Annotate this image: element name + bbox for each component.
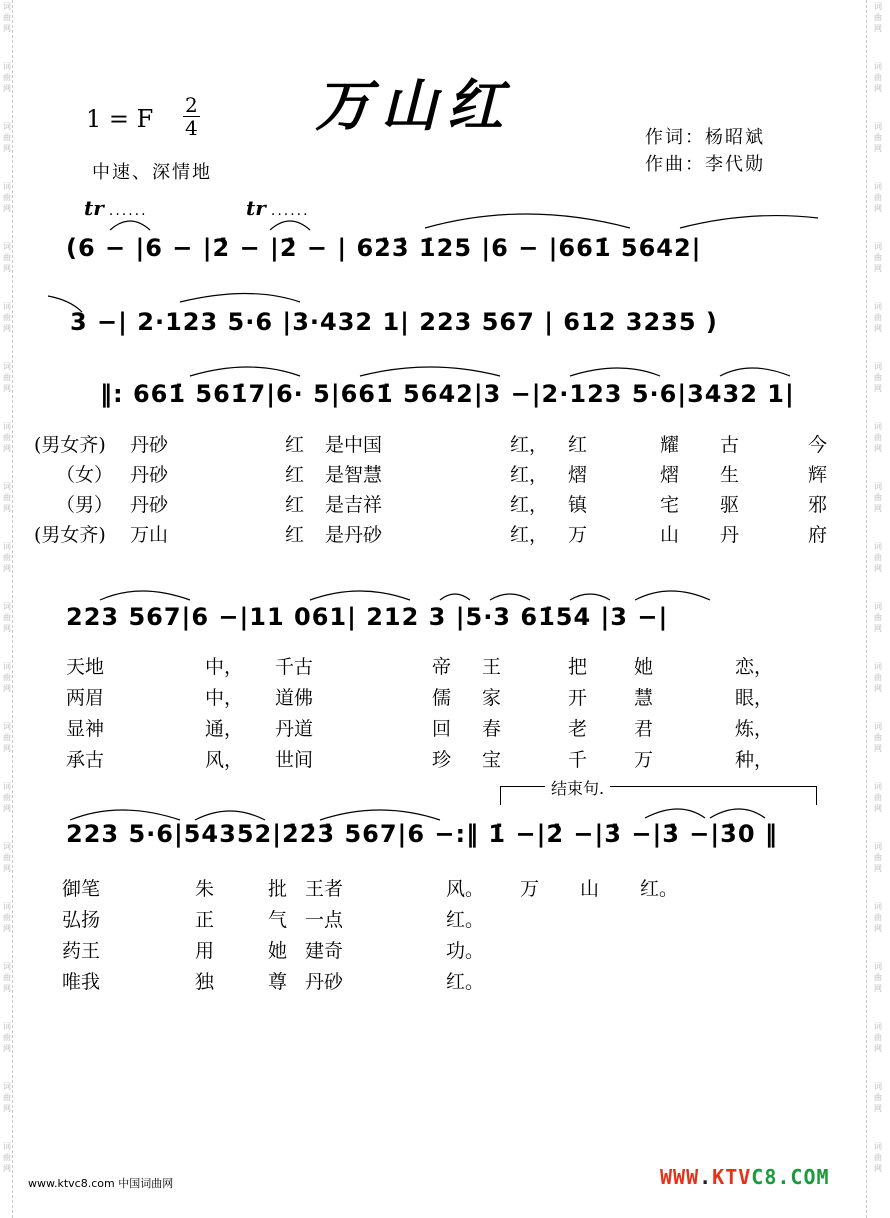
watermark-glyph: 词 <box>3 122 11 131</box>
watermark-glyph: 词 <box>874 962 882 971</box>
watermark-glyph: 网 <box>3 84 11 93</box>
watermark-glyph: 词 <box>874 362 882 371</box>
watermark-glyph: 曲 <box>874 553 882 562</box>
watermark-glyph: 网 <box>3 264 11 273</box>
watermark-glyph: 词 <box>874 1142 882 1151</box>
watermark-glyph: 词 <box>874 902 882 911</box>
watermark-glyph: 网 <box>874 624 882 633</box>
watermark-glyph: 曲 <box>874 433 882 442</box>
watermark-glyph: 词 <box>874 842 882 851</box>
staff-line-4: 223 567|6 −|11 061| 212 3 |5·3 61̇54 |3 −| <box>66 603 669 631</box>
staff-line-3: ‖: 661̇ 561̇7|6· 5|661̇ 5642|3 −|2·123 5·6|3432 1| <box>100 380 795 408</box>
watermark-glyph: 网 <box>874 1164 882 1173</box>
watermark-glyph: 网 <box>874 384 882 393</box>
watermark-glyph: 词 <box>3 962 11 971</box>
trill-mark-1: tr ...... <box>84 196 148 220</box>
watermark-glyph: 网 <box>874 24 882 33</box>
lyricist-credit: 作词：杨昭斌 <box>645 127 765 148</box>
watermark-glyph: 网 <box>3 444 11 453</box>
watermark-glyph: 网 <box>3 24 11 33</box>
staff-line-5: 223 5·6|54352|2̇2̇3̇ 567|6 −:‖ 1̇ −|2̇ −|3̇ −|3̇ −|3̇0 ‖ <box>66 820 778 848</box>
watermark-glyph: 词 <box>874 182 882 191</box>
watermark-glyph: 曲 <box>3 1033 11 1042</box>
watermark-glyph: 曲 <box>874 373 882 382</box>
watermark-glyph: 曲 <box>3 133 11 142</box>
watermark-glyph: 网 <box>874 744 882 753</box>
staff-line-2: 3 −| 2·123 5·6 |3·432 1| 223 567 | 612 3235 ) <box>70 308 718 336</box>
watermark-glyph: 曲 <box>3 913 11 922</box>
watermark-glyph: 曲 <box>874 493 882 502</box>
watermark-glyph: 曲 <box>3 853 11 862</box>
site-logo[interactable]: WWW.KTVC8.COM <box>660 1165 830 1189</box>
watermark-glyph: 网 <box>874 144 882 153</box>
watermark-glyph: 曲 <box>3 1093 11 1102</box>
watermark-glyph: 网 <box>874 324 882 333</box>
watermark-glyph: 网 <box>3 144 11 153</box>
watermark-glyph: 曲 <box>874 1093 882 1102</box>
watermark-glyph: 网 <box>3 324 11 333</box>
watermark-glyph: 词 <box>874 1082 882 1091</box>
watermark-glyph: 词 <box>3 1142 11 1151</box>
watermark-glyph: 曲 <box>874 13 882 22</box>
watermark-glyph: 词 <box>3 422 11 431</box>
watermark-glyph: 词 <box>3 1022 11 1031</box>
meter-bottom: 4 <box>185 116 198 140</box>
watermark-glyph: 曲 <box>874 313 882 322</box>
watermark-glyph: 词 <box>874 242 882 251</box>
watermark-glyph: 曲 <box>3 673 11 682</box>
watermark-glyph: 网 <box>3 204 11 213</box>
watermark-glyph: 词 <box>874 422 882 431</box>
watermark-glyph: 词 <box>3 482 11 491</box>
watermark-glyph: 曲 <box>874 913 882 922</box>
watermark-glyph: 网 <box>3 684 11 693</box>
watermark-glyph: 曲 <box>3 373 11 382</box>
watermark-glyph: 词 <box>874 482 882 491</box>
meter-top: 2 <box>185 93 198 117</box>
watermark-glyph: 网 <box>874 504 882 513</box>
watermark-glyph: 曲 <box>874 1153 882 1162</box>
watermark-glyph: 词 <box>874 122 882 131</box>
watermark-glyph: 曲 <box>874 253 882 262</box>
watermark-glyph: 词 <box>3 842 11 851</box>
watermark-glyph: 曲 <box>3 13 11 22</box>
song-title: 万山红 <box>315 73 513 139</box>
watermark-glyph: 网 <box>874 1104 882 1113</box>
watermark-glyph: 词 <box>874 2 882 11</box>
watermark-glyph: 网 <box>3 804 11 813</box>
watermark-glyph: 曲 <box>874 133 882 142</box>
watermark-glyph: 词 <box>874 302 882 311</box>
watermark-glyph: 曲 <box>874 973 882 982</box>
watermark-glyph: 曲 <box>3 613 11 622</box>
watermark-glyph: 曲 <box>874 1033 882 1042</box>
watermark-glyph: 词 <box>3 542 11 551</box>
watermark-glyph: 曲 <box>874 793 882 802</box>
watermark-glyph: 网 <box>3 864 11 873</box>
watermark-glyph: 词 <box>3 902 11 911</box>
watermark-glyph: 网 <box>874 264 882 273</box>
watermark-glyph: 词 <box>3 1082 11 1091</box>
watermark-glyph: 曲 <box>874 733 882 742</box>
watermark-glyph: 网 <box>3 924 11 933</box>
watermark-glyph: 曲 <box>874 73 882 82</box>
composer-credit: 作曲：李代勋 <box>645 154 765 175</box>
watermark-glyph: 曲 <box>3 493 11 502</box>
watermark-glyph: 网 <box>3 564 11 573</box>
watermark-glyph: 曲 <box>874 853 882 862</box>
watermark-glyph: 词 <box>874 1022 882 1031</box>
watermark-glyph: 词 <box>3 722 11 731</box>
watermark-glyph: 曲 <box>874 673 882 682</box>
watermark-glyph: 词 <box>874 782 882 791</box>
watermark-glyph: 网 <box>874 984 882 993</box>
watermark-glyph: 网 <box>874 1044 882 1053</box>
watermark-glyph: 曲 <box>3 733 11 742</box>
watermark-glyph: 词 <box>3 62 11 71</box>
watermark-glyph: 网 <box>874 84 882 93</box>
watermark-glyph: 网 <box>3 744 11 753</box>
watermark-glyph: 词 <box>874 602 882 611</box>
watermark-glyph: 词 <box>3 602 11 611</box>
watermark-glyph: 曲 <box>3 793 11 802</box>
watermark-glyph: 曲 <box>3 313 11 322</box>
watermark-glyph: 网 <box>874 204 882 213</box>
watermark-glyph: 词 <box>3 362 11 371</box>
watermark-glyph: 网 <box>874 684 882 693</box>
tempo-marking: 中速、深情地 <box>92 162 212 183</box>
watermark-glyph: 网 <box>3 504 11 513</box>
watermark-glyph: 网 <box>874 864 882 873</box>
key-signature: 1 = F <box>86 105 154 133</box>
watermark-glyph: 曲 <box>3 193 11 202</box>
watermark-glyph: 曲 <box>3 1153 11 1162</box>
watermark-glyph: 词 <box>3 242 11 251</box>
watermark-glyph: 词 <box>874 662 882 671</box>
watermark-glyph: 网 <box>3 624 11 633</box>
watermark-glyph: 网 <box>3 384 11 393</box>
watermark-glyph: 网 <box>3 1104 11 1113</box>
watermark-glyph: 曲 <box>3 553 11 562</box>
ending-label: 结束句. <box>545 776 610 799</box>
watermark-glyph: 词 <box>3 302 11 311</box>
watermark-glyph: 网 <box>874 564 882 573</box>
footer-site-link[interactable]: www.ktvc8.com 中国词曲网 <box>28 1177 174 1190</box>
watermark-glyph: 网 <box>874 924 882 933</box>
watermark-glyph: 词 <box>3 2 11 11</box>
watermark-glyph: 曲 <box>3 253 11 262</box>
trill-mark-2: tr ...... <box>246 196 310 220</box>
watermark-glyph: 词 <box>3 182 11 191</box>
watermark-glyph: 词 <box>874 722 882 731</box>
staff-line-1: (6 − |6 − |2̇ − |2̇ − | 62̇3̇ 1̇25 |6 − |661̇ 5642| <box>66 234 702 262</box>
watermark-glyph: 曲 <box>3 973 11 982</box>
watermark-glyph: 网 <box>874 804 882 813</box>
watermark-glyph: 网 <box>874 444 882 453</box>
watermark-glyph: 词 <box>3 662 11 671</box>
watermark-glyph: 曲 <box>874 193 882 202</box>
watermark-glyph: 曲 <box>3 433 11 442</box>
watermark-glyph: 词 <box>874 62 882 71</box>
watermark-glyph: 词 <box>3 782 11 791</box>
watermark-glyph: 曲 <box>3 73 11 82</box>
watermark-glyph: 网 <box>3 1164 11 1173</box>
watermark-glyph: 词 <box>874 542 882 551</box>
watermark-glyph: 曲 <box>874 613 882 622</box>
watermark-glyph: 网 <box>3 1044 11 1053</box>
watermark-glyph: 网 <box>3 984 11 993</box>
